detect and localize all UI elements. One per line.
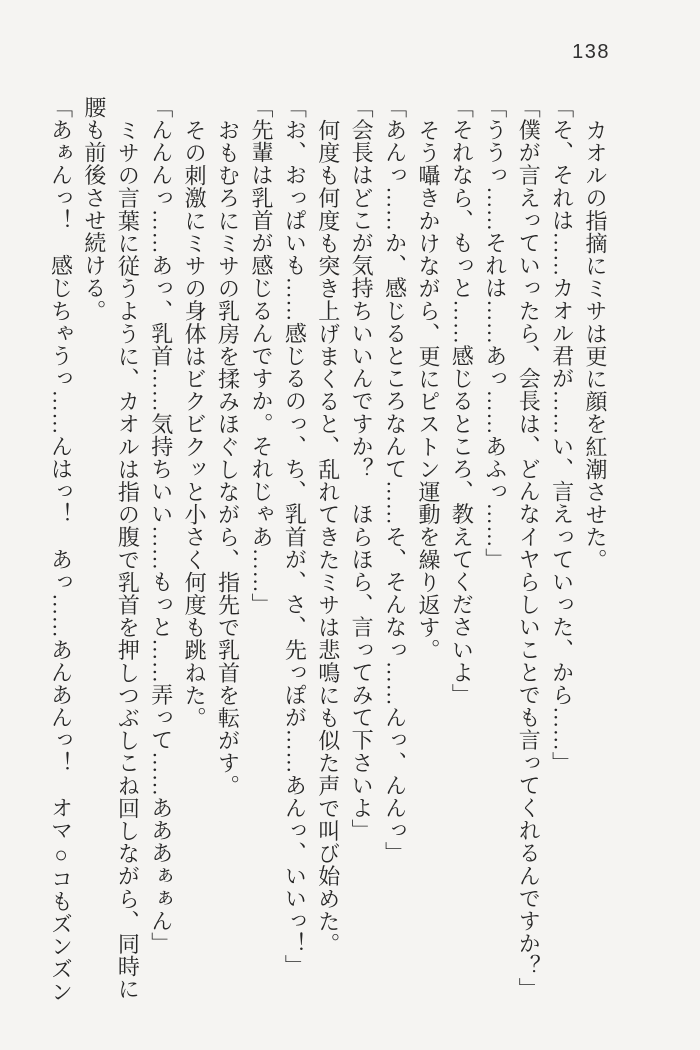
text-column: ミサの言葉に従うように、カオルは指の腹で乳首を押しつぶしこね回しながら、同時に (115, 118, 141, 1000)
text-column: 「それなら、もっと……感じるところ、教えてくださいよ」 (449, 96, 475, 707)
text-column: 「僕が言えっていったら、会長は、どんなイヤらしいことでも言ってくれるんですか？」 (516, 96, 542, 1000)
text-column: その刺激にミサの身体はビクビクッと小さく何度も跳ねた。 (182, 118, 208, 729)
text-column: 腰も前後させ続ける。 (81, 96, 107, 322)
text-column: 「あぁんっ！ 感じちゃうっ……んはっ！ あっ……あんあんっ！ オマ○コもズンズン (48, 96, 74, 1003)
text-column: 「そ、それは……カオル君が……い、言えっていった、から……」 (549, 96, 575, 774)
text-column: 「あんっ……か、感じるところなんて……そ、そんなっ……んっ、んんっ」 (382, 96, 408, 865)
text-column: 何度も何度も突き上げまくると、乱れてきたミサは悲鳴にも似た声で叫び始めた。 (315, 118, 341, 955)
page-number: 138 (572, 41, 610, 63)
text-column: 「お、おっぱいも……感じるのっ、ち、乳首が、さ、先っぽが……あんっ、いいっ！」 (282, 96, 308, 978)
text-column: 「んんんっ……あっ、乳首……気持ちいい……もっと……弄って……あああぁぁん」 (148, 96, 174, 955)
text-column: カオルの指摘にミサは更に顔を紅潮させた。 (583, 118, 608, 571)
text-column: 「ううっ……それは……あっ……あふっ……」 (482, 96, 508, 571)
text-column: 「会長はどこが気持ちいいんですか？ ほらほら、言ってみて下さいよ」 (349, 96, 375, 842)
text-column: おもむろにミサの乳房を揉みほぐしながら、指先で乳首を転がす。 (215, 118, 241, 797)
vertical-text-block (44, 96, 612, 1018)
text-column: 「先輩は乳首が感じるんですか。それじゃあ……」 (248, 96, 274, 616)
text-column: そう囁きかけながら、更にピストン運動を繰り返す。 (415, 118, 441, 661)
